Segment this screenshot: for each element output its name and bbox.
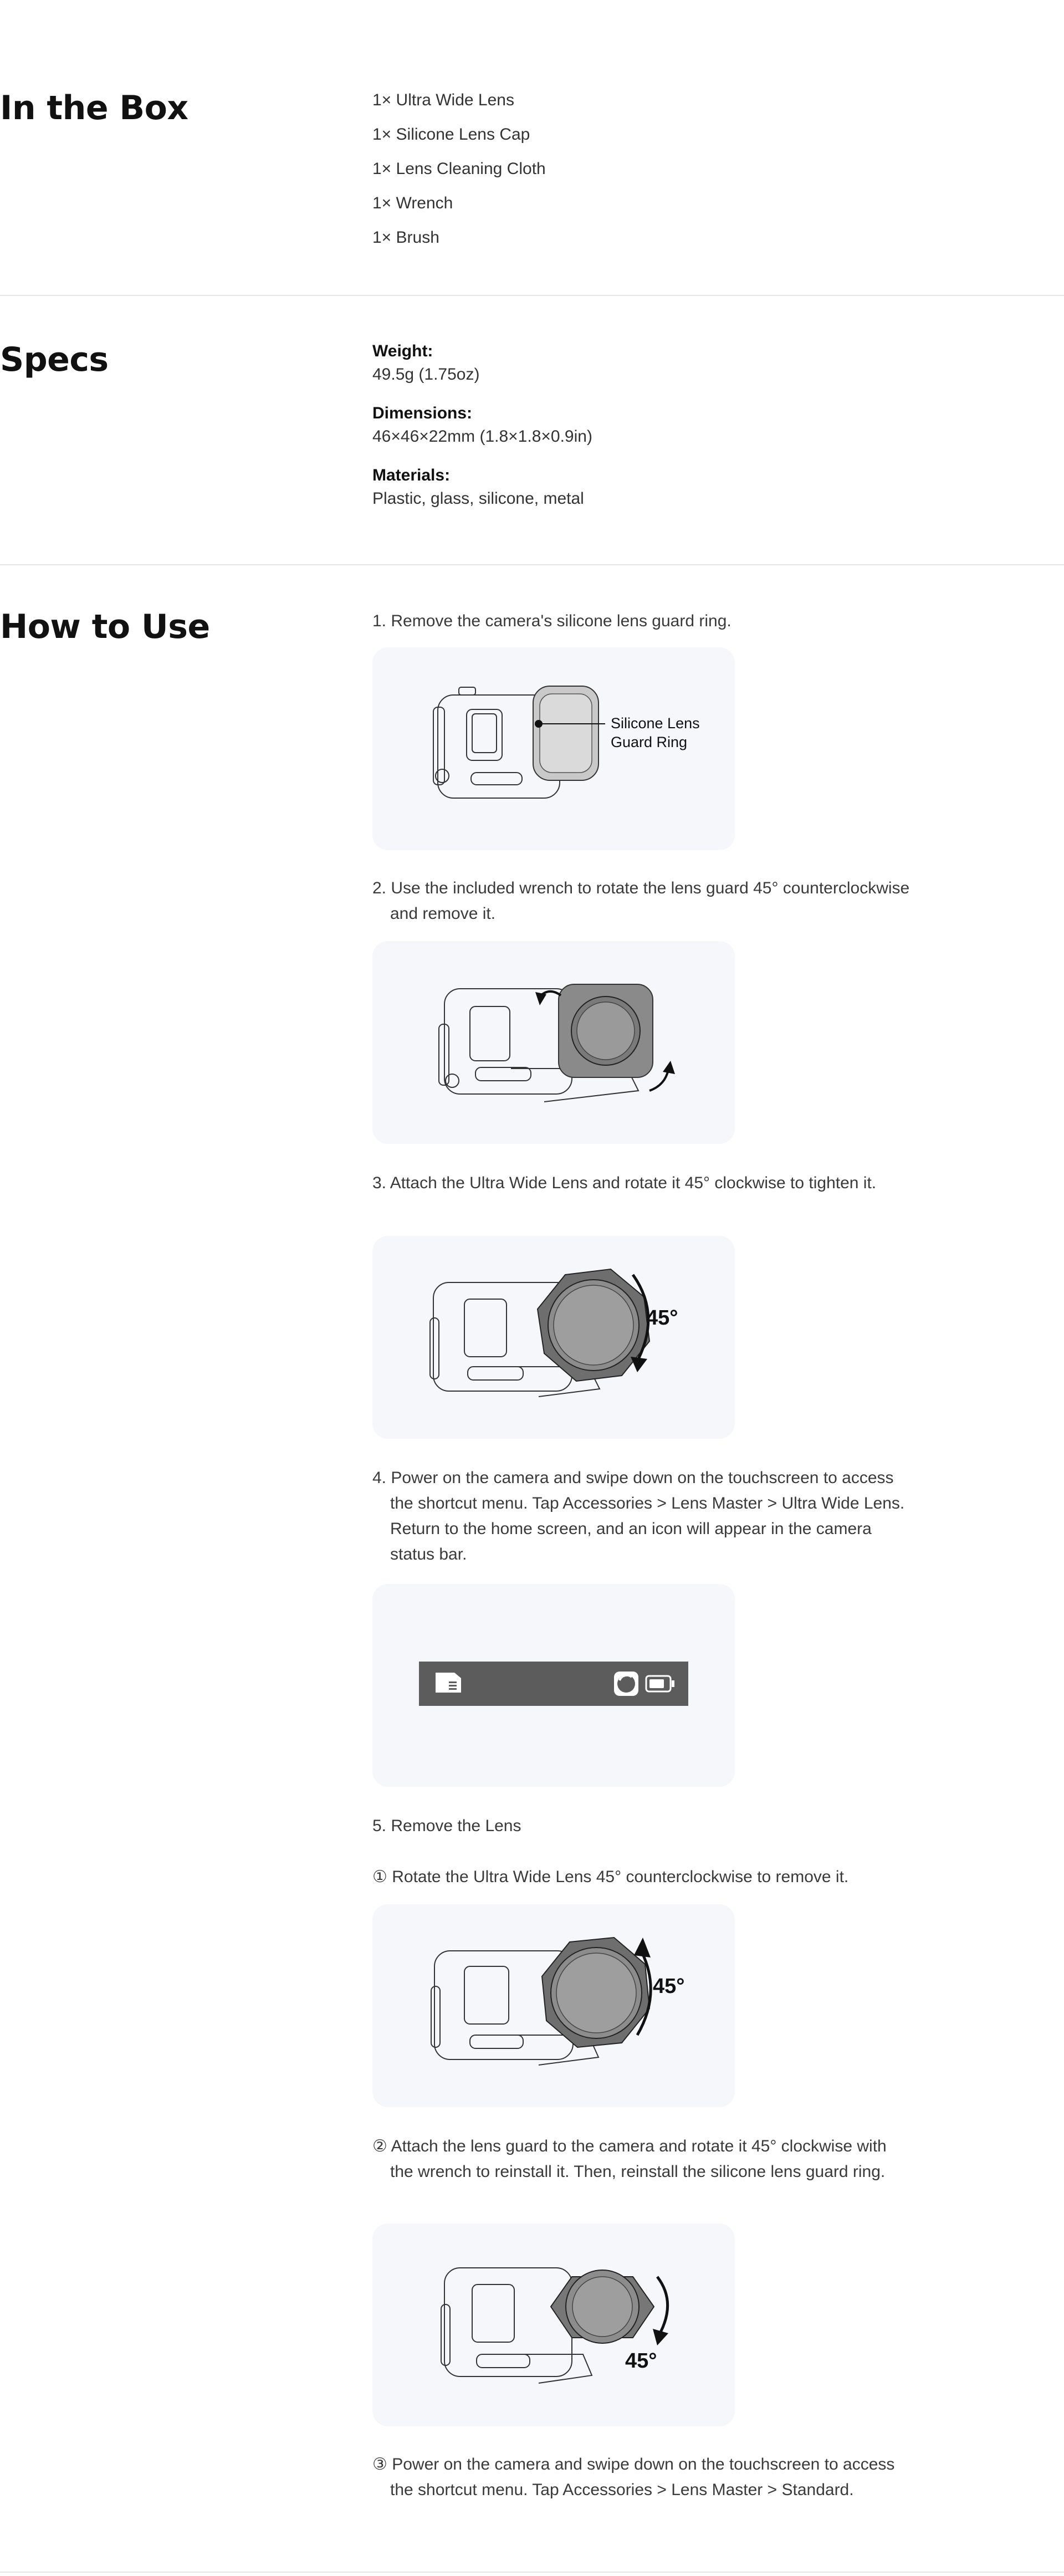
rotate-guard-counterclockwise-icon [372, 941, 735, 1144]
section-divider [0, 295, 1064, 296]
step-3-illustration [372, 1236, 735, 1439]
step-4-illustration [372, 1584, 735, 1787]
step-1-illustration [372, 647, 735, 850]
step-2-illustration [372, 941, 735, 1144]
section-divider [0, 2572, 1064, 2573]
in-the-box-list [372, 83, 893, 255]
spec-value: 49.5g (1.75oz) [372, 365, 480, 384]
spec-label: Materials: [372, 466, 451, 484]
in-the-box-title: In the Box [0, 89, 188, 127]
box-item: 1× Brush [372, 228, 439, 247]
section-divider [0, 564, 1064, 565]
box-item: 1× Wrench [372, 194, 453, 212]
spec-value: Plastic, glass, silicone, metal [372, 489, 584, 508]
specs-title: Specs [0, 340, 109, 379]
reinstall-guard-clockwise-icon [372, 2224, 735, 2426]
ultra-wide-lens-icon [614, 1672, 638, 1696]
substep-3-text: ③ Power on the camera and swipe down on the touchscreen to access the shortcut menu. Tap Accessories > Lens Master > Standard. [372, 2455, 895, 2499]
substep-1-illustration [372, 1904, 735, 2107]
substep-2-text: ② Attach the lens guard to the camera and rotate it 45° clockwise with the wrench to reinstall it. Then, reinstall the silicone lens guard ring. [372, 2137, 887, 2181]
degree-label: 45° [625, 2349, 657, 2373]
step-3-text: 3. Attach the Ultra Wide Lens and rotate it 45° clockwise to tighten it. [372, 1174, 877, 1192]
degree-label: 45° [653, 1975, 685, 1998]
callout-label: Silicone Lens [611, 715, 700, 732]
step-4-text: 4. Power on the camera and swipe down on the touchscreen to access the shortcut menu. Tap Accessories > Lens Master > Ultra Wide Lens. Return to the home screen, and an icon will appear in the camera status bar. [372, 1469, 905, 1563]
callout-label: Guard Ring [611, 734, 688, 750]
box-item: 1× Lens Cleaning Cloth [372, 160, 546, 178]
step-5-text: 5. Remove the Lens [372, 1817, 521, 1835]
box-item: 1× Silicone Lens Cap [372, 125, 530, 144]
substep-2-illustration [372, 2224, 735, 2426]
status-bar-preview-icon [372, 1584, 735, 1787]
substep-1-text: ① Rotate the Ultra Wide Lens 45° counterclockwise to remove it. [372, 1868, 849, 1886]
step-2-text: 2. Use the included wrench to rotate the lens guard 45° counterclockwise and remove it. [372, 879, 910, 923]
spec-label: Dimensions: [372, 404, 473, 422]
step-1-text: 1. Remove the camera's silicone lens guard ring. [372, 612, 732, 630]
camera-with-guard-ring-icon [372, 647, 735, 850]
attach-lens-clockwise-icon [372, 1236, 735, 1439]
spec-label: Weight: [372, 342, 433, 360]
box-item: 1× Ultra Wide Lens [372, 91, 514, 109]
remove-lens-counterclockwise-icon [372, 1904, 735, 2107]
degree-label: 45° [646, 1306, 678, 1330]
specs-list [372, 340, 893, 527]
spec-value: 46×46×22mm (1.8×1.8×0.9in) [372, 427, 592, 446]
sd-card-icon [436, 1673, 461, 1693]
how-to-use-title: How to Use [0, 607, 210, 646]
